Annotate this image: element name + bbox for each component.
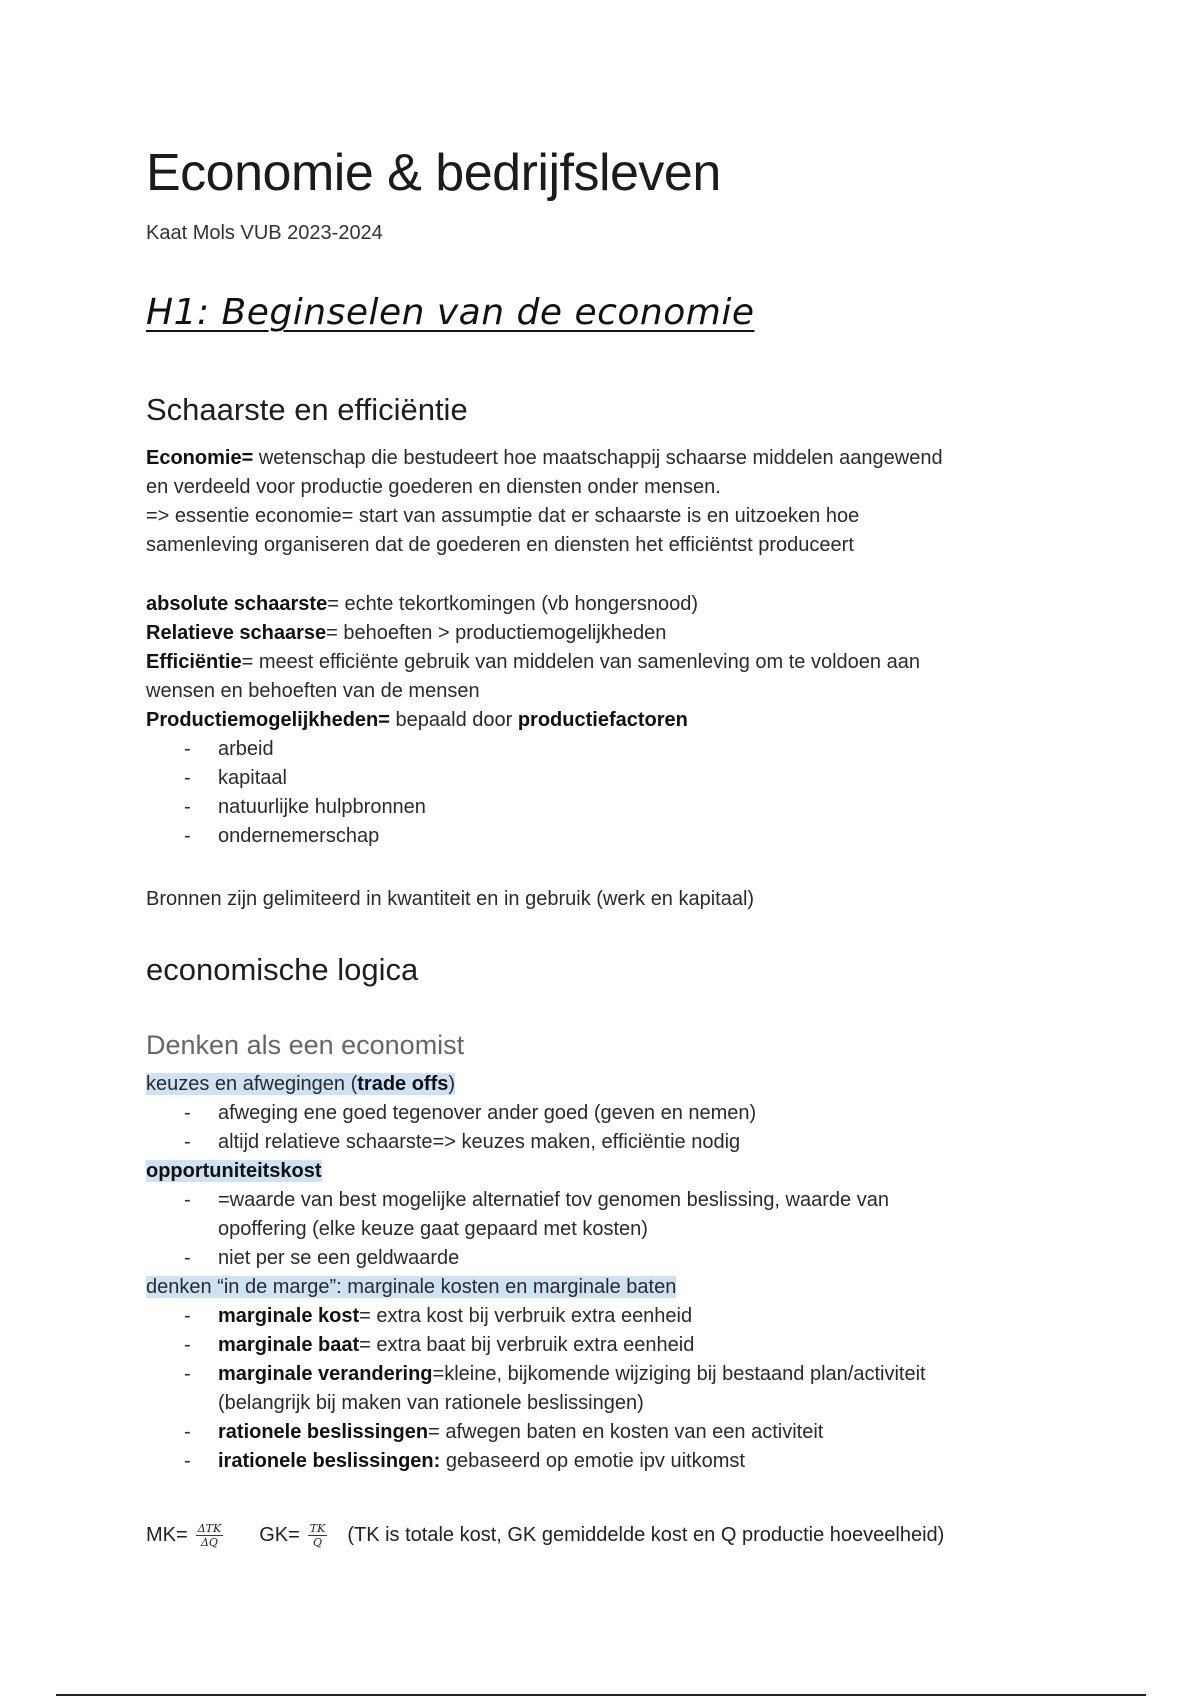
keuzes-list	[146, 1099, 1046, 1157]
prod-def: bepaald door	[389, 709, 518, 731]
bronnen-text: Bronnen zijn gelimiteerd in kwantiteit en in gebruik (werk en kapitaal)	[146, 888, 755, 910]
term-rationele-beslissingen: rationele beslissingen	[218, 1421, 429, 1443]
mv-def-line2: (belangrijk bij maken van rationele beslissingen)	[218, 1392, 644, 1414]
list-item: - afweging ene goed tegenover ander goed (geven en nemen)	[146, 1099, 1046, 1128]
mk-denominator: ΔQ	[200, 1536, 218, 1549]
section-heading-logica: economische logica	[146, 952, 419, 987]
gk-numerator: TK	[309, 1522, 326, 1535]
economie-def-line2: en verdeeld voor productie goederen en diensten onder mensen.	[146, 476, 721, 498]
list-item: - altijd relatieve schaarste=> keuzes maken, efficiëntie nodig	[146, 1128, 1046, 1157]
gk-denominator: Q	[313, 1536, 323, 1549]
term-absolute-schaarste: absolute schaarste	[146, 593, 328, 615]
eff-def: = meest efficiënte gebruik van middelen van samenleving om te voldoen aan	[241, 651, 920, 673]
opportuniteitskost-list	[146, 1186, 1046, 1273]
list-item	[146, 1447, 1046, 1476]
mv-def: =kleine, bijkomende wijziging bij bestaand plan/activiteit	[432, 1363, 926, 1385]
list-item: - arbeid	[146, 735, 1046, 764]
ib-def: gebaseerd op emotie ipv uitkomst	[440, 1450, 745, 1472]
document-title: Economie & bedrijfsleven	[146, 144, 721, 202]
term-irationele-beslissingen: irationele beslissingen:	[218, 1450, 441, 1472]
opp-item1-line1: - =waarde van best mogelijke alternatief tov genomen beslissing, waarde van	[218, 1189, 889, 1211]
term-marginale-baat: marginale baat	[218, 1334, 360, 1356]
list-item	[146, 1186, 1046, 1244]
term-efficientie: Efficiëntie	[146, 651, 242, 673]
mb-def: = extra baat bij verbruik extra eenheid	[359, 1334, 695, 1356]
opp-item1-line2: opoffering (elke keuze gaat gepaard met kosten)	[218, 1218, 648, 1240]
definitions-block	[146, 590, 1046, 851]
list-item	[146, 1360, 1046, 1418]
economie-def-line1: wetenschap die bestudeert hoe maatschappij schaarse middelen aangewend	[253, 447, 943, 469]
abs-def: = echte tekortkomingen (vb hongersnood)	[327, 593, 698, 615]
term-marginale-kost: marginale kost	[218, 1305, 360, 1327]
page-bottom-rule	[56, 1694, 1146, 1696]
factors-list	[146, 735, 1046, 851]
keuzes-heading	[146, 1073, 455, 1095]
subheading-denken: Denken als een economist	[146, 1030, 465, 1060]
term-marginale-verandering: marginale verandering	[218, 1363, 433, 1385]
term-trade-offs: trade offs	[357, 1073, 449, 1095]
document-subtitle: Kaat Mols VUB 2023-2024	[146, 222, 383, 244]
rel-def: = behoeften > productiemogelijkheden	[326, 622, 667, 644]
list-item	[146, 1418, 1046, 1447]
list-item: - natuurlijke hulpbronnen	[146, 793, 1046, 822]
mk-numerator: ΔTK	[197, 1522, 222, 1535]
keuzes-post: )	[448, 1073, 456, 1095]
gk-label: GK=	[259, 1524, 300, 1546]
keuzes-pre: keuzes en afwegingen (	[146, 1073, 358, 1095]
cost-formulas	[146, 1522, 944, 1549]
chapter-heading: H1: Beginselen van de economie	[146, 292, 755, 333]
formula-note: (TK is totale kost, GK gemiddelde kost en Q productie hoeveelheid)	[347, 1524, 945, 1546]
term-opportuniteitskost: opportuniteitskost	[146, 1160, 322, 1182]
marge-list	[146, 1302, 1046, 1476]
term-economie: Economie=	[146, 447, 254, 469]
mk-label: MK=	[146, 1524, 188, 1546]
mk-def: = extra kost bij verbruik extra eenheid	[359, 1305, 693, 1327]
list-item: - kapitaal	[146, 764, 1046, 793]
list-item	[146, 1331, 1046, 1360]
list-item: - niet per se een geldwaarde	[146, 1244, 1046, 1273]
economie-definition	[146, 444, 1046, 560]
rb-def: = afwegen baten en kosten van een activiteit	[428, 1421, 824, 1443]
term-productiemogelijkheden: Productiemogelijkheden=	[146, 709, 390, 731]
list-item	[146, 1302, 1046, 1331]
mk-fraction	[196, 1522, 224, 1549]
list-item: - ondernemerschap	[146, 822, 1046, 851]
term-relatieve-schaarse: Relatieve schaarse	[146, 622, 327, 644]
eff-def-line2: wensen en behoeften van de mensen	[146, 680, 480, 702]
essentie-line2: samenleving organiseren dat de goederen en diensten het efficiëntst produceert	[146, 534, 854, 556]
term-productiefactoren: productiefactoren	[517, 709, 688, 731]
section-heading-schaarste: Schaarste en efficiëntie	[146, 392, 468, 427]
essentie-line1: => essentie economie= start van assumptie dat er schaarste is en uitzoeken hoe	[146, 505, 860, 527]
economist-thinking-block	[146, 1070, 1046, 1476]
marge-heading: denken “in de marge”: marginale kosten en marginale baten	[146, 1276, 677, 1298]
gk-fraction	[308, 1522, 328, 1549]
